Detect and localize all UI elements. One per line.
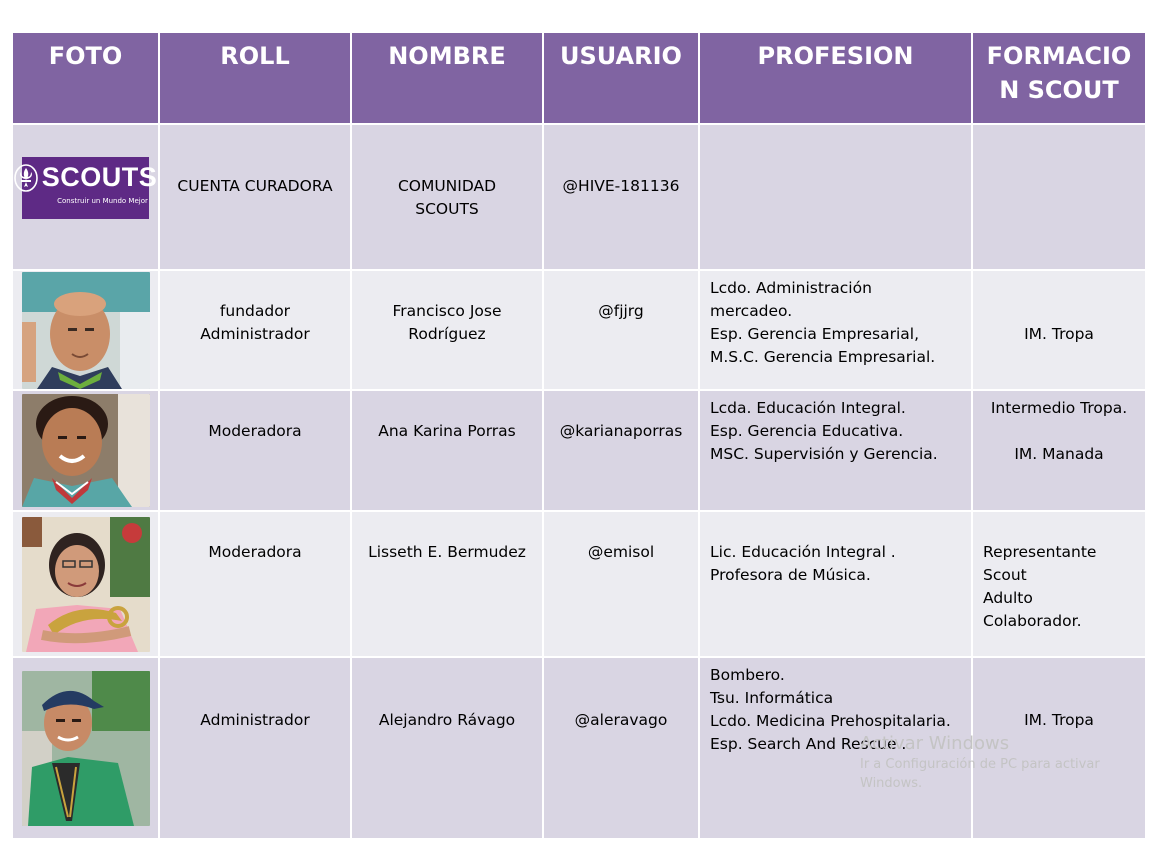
woman-trumpet-portrait [22,517,150,652]
nombre-cell: Francisco Jose Rodríguez [352,271,542,389]
formacion-cell: Representante Scout Adulto Colaborador. [973,512,1145,656]
profesion-cell: Bombero. Tsu. Informática Lcdo. Medicina Prehospitalaria. Esp. Search And Rescue . [700,658,971,838]
photo-cell [13,512,158,656]
roll-cell: Moderadora [160,391,350,510]
profesion-cell: Lic. Educación Integral . Profesora de Música. [700,512,971,656]
logo-wordmark: SCOUTS [41,162,158,192]
roll-cell: Administrador [160,658,350,838]
nombre-cell: Ana Karina Porras [352,391,542,510]
formacion-cell [973,125,1145,269]
nombre-cell: Alejandro Rávago [352,658,542,838]
header-foto: FOTO [13,33,158,123]
nombre-cell: Lisseth E. Bermudez [352,512,542,656]
roll-cell: fundador Administrador [160,271,350,389]
man-cap-portrait [22,671,150,826]
nombre-cell: COMUNIDAD SCOUTS [352,125,542,269]
bald-man-portrait [22,272,150,389]
photo-cell [13,658,158,838]
profesion-cell: Lcda. Educación Integral. Esp. Gerencia Educativa. MSC. Supervisión y Gerencia. [700,391,971,510]
photo-cell [13,271,158,389]
header-usuario: USUARIO [544,33,698,123]
scouts-logo [22,157,158,219]
formacion-cell: IM. Tropa [973,658,1145,838]
photo-cell [13,125,158,269]
header-nombre: NOMBRE [352,33,542,123]
usuario-cell: @karianaporras [544,391,698,510]
header-profesion: PROFESION [700,33,971,123]
roll-cell: Moderadora [160,512,350,656]
roll-cell: CUENTA CURADORA [160,125,350,269]
fleur-de-lis-icon [14,164,38,192]
profesion-cell [700,125,971,269]
logo-tagline: Construir un Mundo Mejor [57,196,148,205]
usuario-cell: @HIVE-181136 [544,125,698,269]
watermark-title: Activar Windows [860,733,1010,754]
profesion-cell: Lcdo. Administración mercadeo. Esp. Gerencia Empresarial, M.S.C. Gerencia Empresarial. [700,271,971,389]
usuario-cell: @emisol [544,512,698,656]
formacion-cell: Intermedio Tropa. IM. Manada [973,391,1145,510]
header-roll: ROLL [160,33,350,123]
usuario-cell: @aleravago [544,658,698,838]
watermark-subtitle: Ir a Configuración de PC para activar Windows. [860,757,1100,791]
header-formacion: FORMACIO N SCOUT [973,33,1145,123]
usuario-cell: @fjjrg [544,271,698,389]
members-table [13,33,1139,842]
formacion-cell: IM. Tropa [973,271,1145,389]
photo-cell [13,391,158,510]
woman-scarf-portrait [22,394,150,507]
